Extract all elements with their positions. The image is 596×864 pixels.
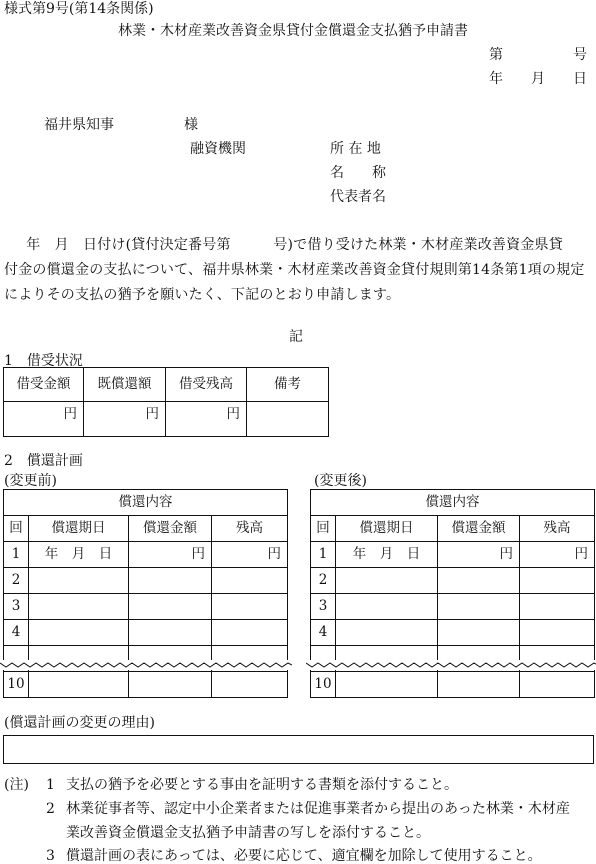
- repayment-amount-cell: 円: [129, 542, 212, 568]
- form-number: 様式第9号(第14条関係): [4, 1, 154, 17]
- reason-label: (償還計画の変更の理由): [4, 715, 155, 731]
- note-text-continued: 業改善資金償還金支払猶予申請書の写しを添付すること。: [66, 825, 430, 841]
- installment-number: 4: [4, 620, 29, 646]
- addressee-governor: 福井県知事 様: [44, 117, 198, 133]
- header-balance: 残高: [212, 516, 288, 542]
- note-number: 1: [46, 777, 55, 793]
- header-repaid-amount: 既償還額: [84, 368, 166, 402]
- remarks-cell: [247, 402, 329, 437]
- name-label: 名 称: [330, 165, 386, 181]
- ki-heading: 記: [289, 329, 303, 345]
- header-remarks: 備考: [247, 368, 329, 402]
- document-number-label: 第 号: [489, 47, 587, 63]
- header-loan-balance: 借受残高: [166, 368, 247, 402]
- header-installment: 回: [4, 516, 29, 542]
- body-line-3: によりその支払の猶予を願いたく、下記のとおり申請します。: [4, 287, 401, 303]
- header-due-date: 償還期日: [29, 516, 129, 542]
- header-balance: 残高: [520, 516, 595, 542]
- due-date-cell: 年 月 日: [29, 542, 129, 568]
- note-number: 3: [46, 848, 55, 864]
- header-loan-amount: 借受金額: [4, 368, 84, 402]
- due-date-cell: 年 月 日: [336, 542, 438, 568]
- header-installment: 回: [311, 516, 336, 542]
- installment-number: 3: [4, 594, 29, 620]
- installment-number: 2: [4, 568, 29, 594]
- section2-title: 2 償還計画: [4, 453, 83, 469]
- after-change-label: (変更後): [314, 473, 367, 489]
- installment-number-last: 10: [311, 672, 336, 698]
- loan-amount-cell: 円: [4, 402, 84, 437]
- loan-status-table: [3, 367, 329, 437]
- body-line-1: 年 月 日付け(貸付決定番号第 号)で借り受けた林業・木材産業改善資金県貸: [12, 237, 563, 253]
- reason-box: [3, 735, 594, 764]
- note-text: 林業従事者等、認定中小企業者または促進事業者から提出のあった林業・木材産: [66, 801, 570, 817]
- table-break-zigzag: [306, 660, 596, 670]
- repaid-amount-cell: 円: [84, 402, 166, 437]
- installment-number: 1: [311, 542, 336, 568]
- installment-number: 3: [311, 594, 336, 620]
- section1-title: 1 借受状況: [4, 353, 83, 369]
- balance-cell: 円: [212, 542, 288, 568]
- date-label: 年 月 日: [489, 71, 587, 87]
- representative-label: 代表者名: [330, 189, 386, 205]
- before-change-label: (変更前): [4, 473, 57, 489]
- installment-number: 1: [4, 542, 29, 568]
- page-title: 林業・木材産業改善資金県貸付金償還金支払猶予申請書: [118, 23, 468, 39]
- installment-number: 2: [311, 568, 336, 594]
- notes-label: (注): [4, 777, 29, 793]
- loan-balance-cell: 円: [166, 402, 247, 437]
- balance-cell: 円: [520, 542, 595, 568]
- table-break-zigzag: [0, 660, 292, 670]
- repayment-amount-cell: 円: [438, 542, 520, 568]
- header-repayment-amount: 償還金額: [438, 516, 520, 542]
- installment-number-last: 10: [4, 672, 29, 698]
- group-header: 償還内容: [4, 490, 288, 516]
- note-text: 支払の猶予を必要とする事由を証明する書類を添付すること。: [66, 777, 458, 793]
- financial-institution-label: 融資機関: [190, 141, 246, 157]
- address-label: 所 在 地: [330, 141, 381, 157]
- header-repayment-amount: 償還金額: [129, 516, 212, 542]
- group-header: 償還内容: [311, 490, 595, 516]
- note-text: 償還計画の表にあっては、必要に応じて、適宜欄を加除して使用すること。: [66, 848, 542, 864]
- body-line-2: 付金の償還金の支払について、福井県林業・木材産業改善資金貸付規則第14条第1項の規定: [4, 262, 585, 278]
- header-due-date: 償還期日: [336, 516, 438, 542]
- note-number: 2: [46, 801, 55, 817]
- installment-number: 4: [311, 620, 336, 646]
